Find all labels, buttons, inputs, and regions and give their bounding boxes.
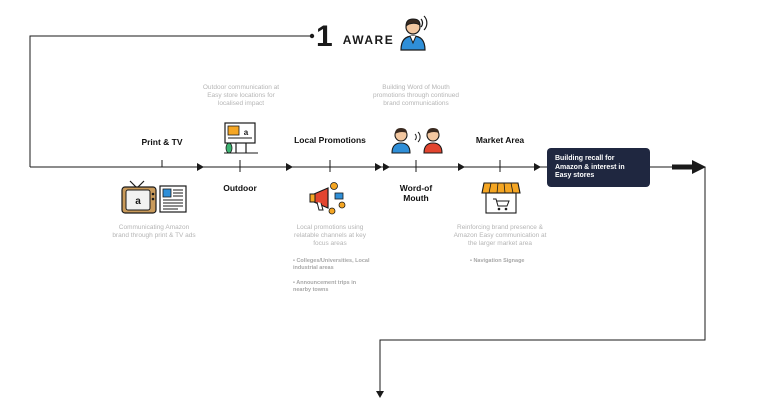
- top-connector-dot: [310, 34, 314, 38]
- flow-arrowhead: [286, 163, 293, 171]
- local-promotions-description: Local promotions using relatable channels at key focus areas: [294, 224, 366, 247]
- stage-number: 1: [316, 20, 333, 53]
- svg-text:a: a: [243, 128, 249, 137]
- word-of-mouth-label: Word-of Mouth: [399, 183, 433, 203]
- store-awning-icon: [481, 179, 521, 215]
- outcome-arrow-shaft: [672, 165, 694, 170]
- person-icon: [397, 12, 433, 52]
- stage-header: [316, 20, 394, 54]
- word-of-mouth-description: Building Word of Mouth promotions through continued brand communications: [372, 84, 459, 107]
- outcome-box: [547, 148, 650, 187]
- market-area-description: Reinforcing brand presence & Amazon Easy communication at the larger market area: [453, 224, 547, 247]
- outcome-text: Building recall for Amazon & interest in Easy stores: [555, 155, 625, 179]
- billboard-icon: [222, 121, 260, 155]
- flow-arrowhead: [458, 163, 465, 171]
- megaphone-icon: [308, 180, 352, 216]
- local-promotions-bullet: • Announcement trips in nearby towns: [293, 280, 357, 293]
- flow-arrowhead: [534, 163, 541, 171]
- market-area-bullet: • Navigation Signage: [470, 258, 525, 264]
- flow-arrowhead: [197, 163, 204, 171]
- outdoor-label: Outdoor: [223, 183, 257, 193]
- newspaper-icon: [158, 184, 188, 214]
- svg-text:a: a: [135, 196, 141, 207]
- local-promotions-bullet: • Colleges/Universities, Local industrial areas: [293, 258, 370, 271]
- flow-arrowhead: [383, 163, 390, 171]
- print-tv-description: Communicating Amazon brand through print & TV ads: [112, 224, 196, 239]
- local-promotions-label: Local Promotions: [294, 135, 366, 145]
- flow-arrowhead: [375, 163, 382, 171]
- market-area-label: Market Area: [475, 135, 525, 145]
- outdoor-description: Outdoor communication at Easy store locations for localised impact: [202, 84, 280, 107]
- two-people-talking-icon: [390, 124, 446, 154]
- print-tv-label: Print & TV: [141, 137, 183, 147]
- down-arrowhead: [376, 391, 384, 398]
- stage-title: AWARE: [342, 33, 395, 47]
- outcome-arrowhead: [692, 160, 706, 174]
